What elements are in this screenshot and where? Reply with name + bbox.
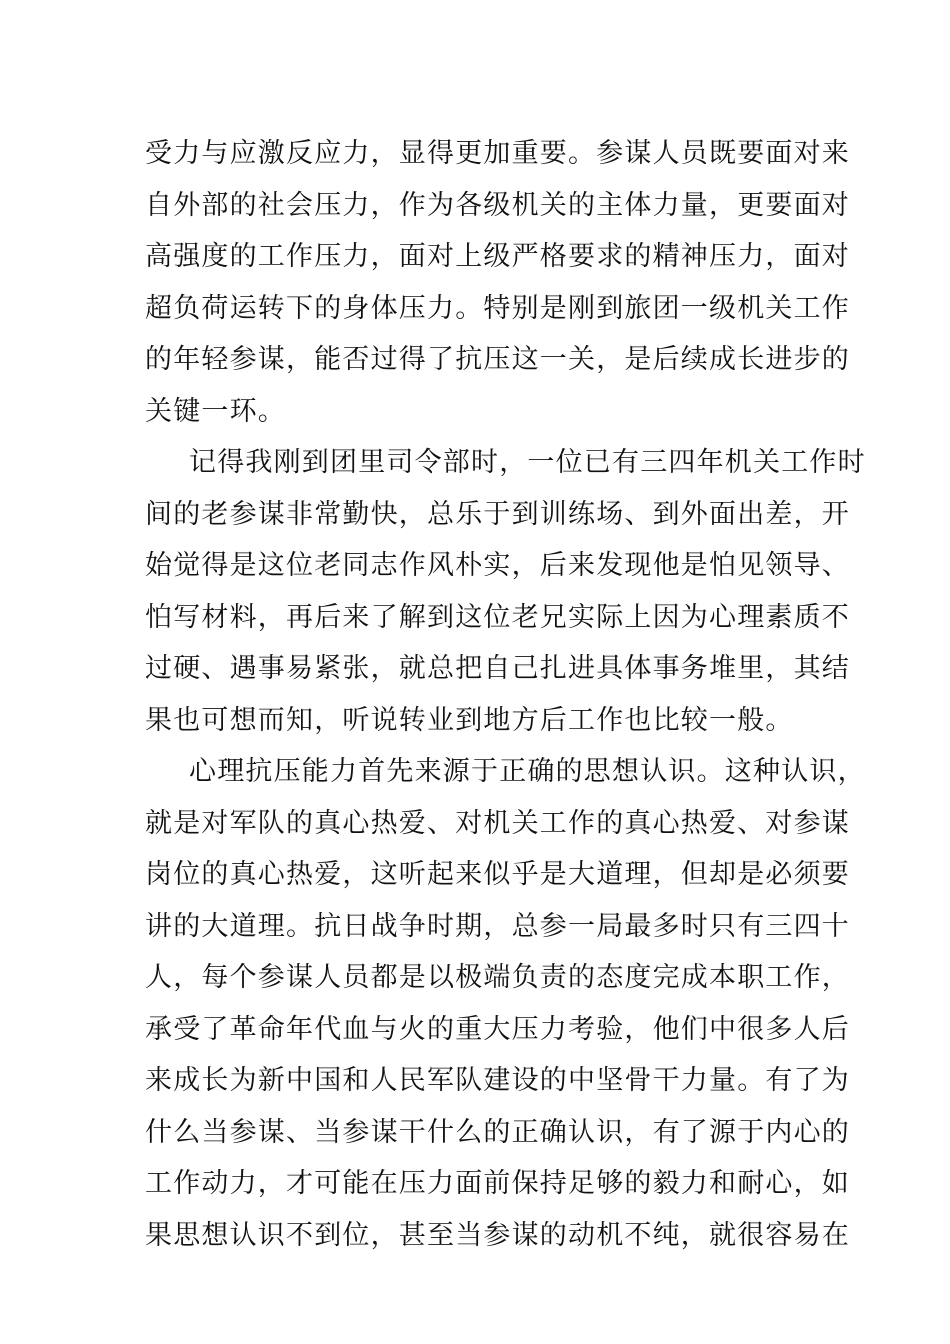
text-line: 什么当参谋、当参谋干什么的正确认识，有了源于内心的 [145, 1116, 850, 1148]
text-line: 果思想认识不到位，甚至当参谋的动机不纯，就很容易在 [145, 1219, 850, 1251]
text-line: 怕写材料，再后来了解到这位老兄实际上因为心理素质不 [145, 601, 850, 633]
text-line: 超负荷运转下的身体压力。特别是刚到旅团一级机关工作 [145, 292, 850, 324]
text-line: 关键一环。 [145, 395, 286, 427]
text-line: 过硬、遇事易紧张，就总把自己扎进具体事务堆里，其结 [145, 653, 850, 684]
text-line: 始觉得是这位老同志作风朴实，后来发现他是怕见领导、 [145, 550, 850, 581]
text-line: 自外部的社会压力，作为各级机关的主体力量，更要面对 [145, 189, 850, 221]
text-line: 承受了革命年代血与火的重大压力考验，他们中很多人后 [145, 1013, 850, 1045]
paragraph-2 [145, 437, 866, 746]
text-line: 间的老参谋非常勤快，总乐于到训练场、到外面出差，开 [145, 498, 850, 530]
text-line: 人，每个参谋人员都是以极端负责的态度完成本职工作， [145, 962, 850, 993]
paragraph-3 [145, 746, 866, 1261]
text-line: 受力与应激反应力，显得更加重要。参谋人员既要面对来 [145, 138, 850, 169]
body-text [145, 128, 866, 1261]
text-line: 就是对军队的真心热爱、对机关工作的真心热爱、对参谋 [145, 807, 850, 839]
text-line: 工作动力，才可能在压力面前保持足够的毅力和耐心，如 [145, 1168, 850, 1199]
paragraph-1 [145, 128, 850, 437]
text-line: 来成长为新中国和人民军队建设的中坚骨干力量。有了为 [145, 1065, 850, 1096]
text-line: 心理抗压能力首先来源于正确的思想认识。这种认识， [189, 756, 866, 787]
text-line: 果也可想而知，听说转业到地方后工作也比较一般。 [145, 704, 794, 736]
text-line: 高强度的工作压力，面对上级严格要求的精神压力，面对 [145, 241, 850, 272]
text-line: 讲的大道理。抗日战争时期，总参一局最多时只有三四十 [145, 910, 850, 942]
text-line: 的年轻参谋，能否过得了抗压这一关，是后续成长进步的 [145, 344, 850, 375]
text-line: 记得我刚到团里司令部时，一位已有三四年机关工作时 [189, 447, 866, 478]
text-line: 岗位的真心热爱，这听起来似乎是大道理，但却是必须要 [145, 859, 850, 890]
